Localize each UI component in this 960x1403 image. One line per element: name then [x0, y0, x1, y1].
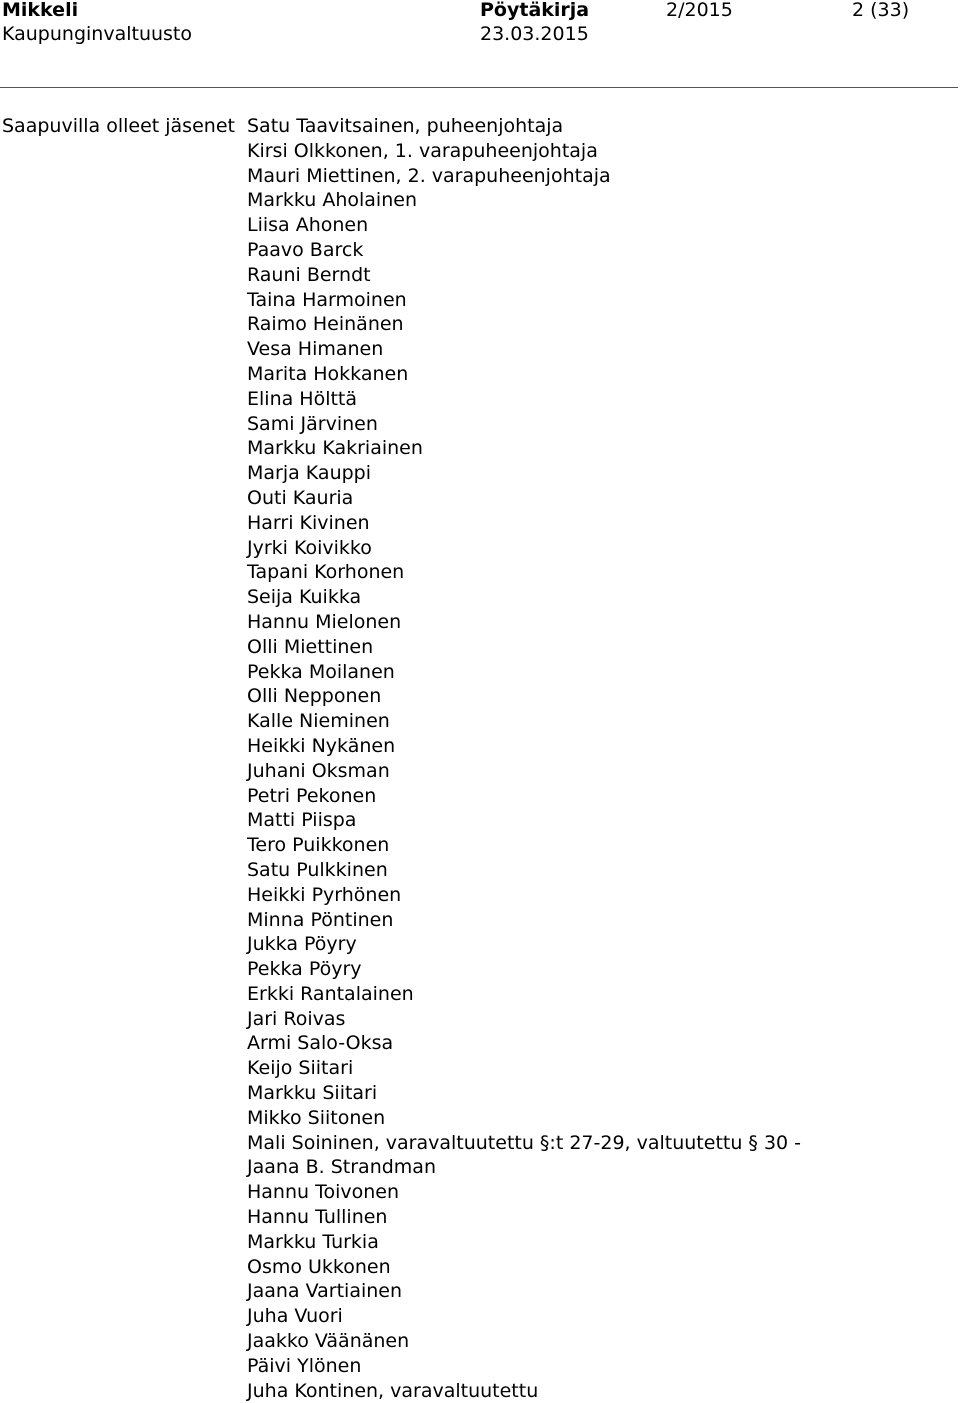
member-item: Sami Järvinen — [247, 412, 378, 435]
header-divider — [0, 87, 958, 88]
member-item: Markku Aholainen — [247, 189, 417, 212]
member-item: Heikki Nykänen — [247, 734, 396, 757]
page-number: 2 (33) — [852, 0, 910, 21]
member-item: Pekka Moilanen — [247, 660, 395, 683]
member-item: Satu Taavitsainen, puheenjohtaja — [247, 115, 564, 137]
organization-name: Mikkeli — [2, 0, 79, 21]
member-item: Kirsi Olkkonen, 1. varapuheenjohtaja — [247, 139, 598, 162]
member-item: Kalle Nieminen — [247, 710, 390, 733]
member-item: Tapani Korhonen — [247, 561, 405, 584]
member-item: Satu Pulkkinen — [247, 858, 388, 881]
member-item: Jyrki Koivikko — [247, 536, 372, 559]
member-item: Petri Pekonen — [247, 784, 377, 807]
member-item: Vesa Himanen — [247, 338, 384, 361]
member-item: Paavo Barck — [247, 238, 364, 261]
member-item: Erkki Rantalainen — [247, 982, 414, 1005]
member-item: Hannu Mielonen — [247, 610, 402, 633]
meeting-date: 23.03.2015 — [480, 23, 589, 45]
members-list — [247, 114, 801, 1403]
member-item: Armi Salo-Oksa — [247, 1032, 394, 1055]
member-item: Olli Nepponen — [247, 685, 382, 708]
member-item: Jukka Pöyry — [247, 933, 357, 956]
page-header — [0, 0, 960, 90]
member-item: Harri Kivinen — [247, 511, 370, 534]
member-item: Markku Kakriainen — [247, 437, 423, 460]
meeting-number: 2/2015 — [666, 0, 733, 21]
member-item: Juha Kontinen, varavaltuutettu — [247, 1379, 539, 1402]
member-item: Osmo Ukkonen — [247, 1255, 391, 1278]
member-item: Outi Kauria — [247, 486, 354, 509]
member-item: Päivi Ylönen — [247, 1354, 362, 1377]
member-item: Matti Piispa — [247, 809, 357, 832]
member-item: Liisa Ahonen — [247, 214, 369, 237]
member-item: Marita Hokkanen — [247, 362, 409, 385]
member-item: Mauri Miettinen, 2. varapuheenjohtaja — [247, 164, 611, 187]
member-item: Jaana Vartiainen — [247, 1280, 403, 1303]
member-item: Olli Miettinen — [247, 635, 374, 658]
member-item: Juha Vuori — [247, 1305, 343, 1328]
member-item: Juhani Oksman — [247, 759, 390, 782]
member-item: Rauni Berndt — [247, 263, 371, 286]
member-item: Jaakko Väänänen — [247, 1330, 410, 1353]
member-item: Markku Siitari — [247, 1082, 378, 1105]
member-item: Elina Hölttä — [247, 387, 358, 410]
member-item: Heikki Pyrhönen — [247, 883, 402, 906]
document-type: Pöytäkirja — [480, 0, 590, 21]
member-item: Hannu Tullinen — [247, 1206, 388, 1229]
member-item: Keijo Siitari — [247, 1057, 354, 1080]
member-item: Jaana B. Strandman — [247, 1156, 436, 1179]
member-item: Tero Puikkonen — [247, 834, 390, 857]
governing-body: Kaupunginvaltuusto — [2, 23, 193, 45]
member-item: Seija Kuikka — [247, 586, 362, 609]
member-item: Minna Pöntinen — [247, 908, 394, 931]
member-item: Raimo Heinänen — [247, 313, 404, 336]
attendance-label: Saapuvilla olleet jäsenet — [2, 115, 235, 137]
member-item: Hannu Toivonen — [247, 1181, 400, 1204]
member-item: Taina Harmoinen — [247, 288, 407, 311]
member-item: Pekka Pöyry — [247, 958, 362, 981]
member-item: Jari Roivas — [247, 1007, 346, 1030]
member-item: Markku Turkia — [247, 1230, 379, 1253]
member-item: Marja Kauppi — [247, 462, 372, 485]
member-item: Mali Soininen, varavaltuutettu §:t 27-29, valtuutettu § 30 - — [247, 1131, 802, 1154]
member-item: Mikko Siitonen — [247, 1106, 386, 1129]
